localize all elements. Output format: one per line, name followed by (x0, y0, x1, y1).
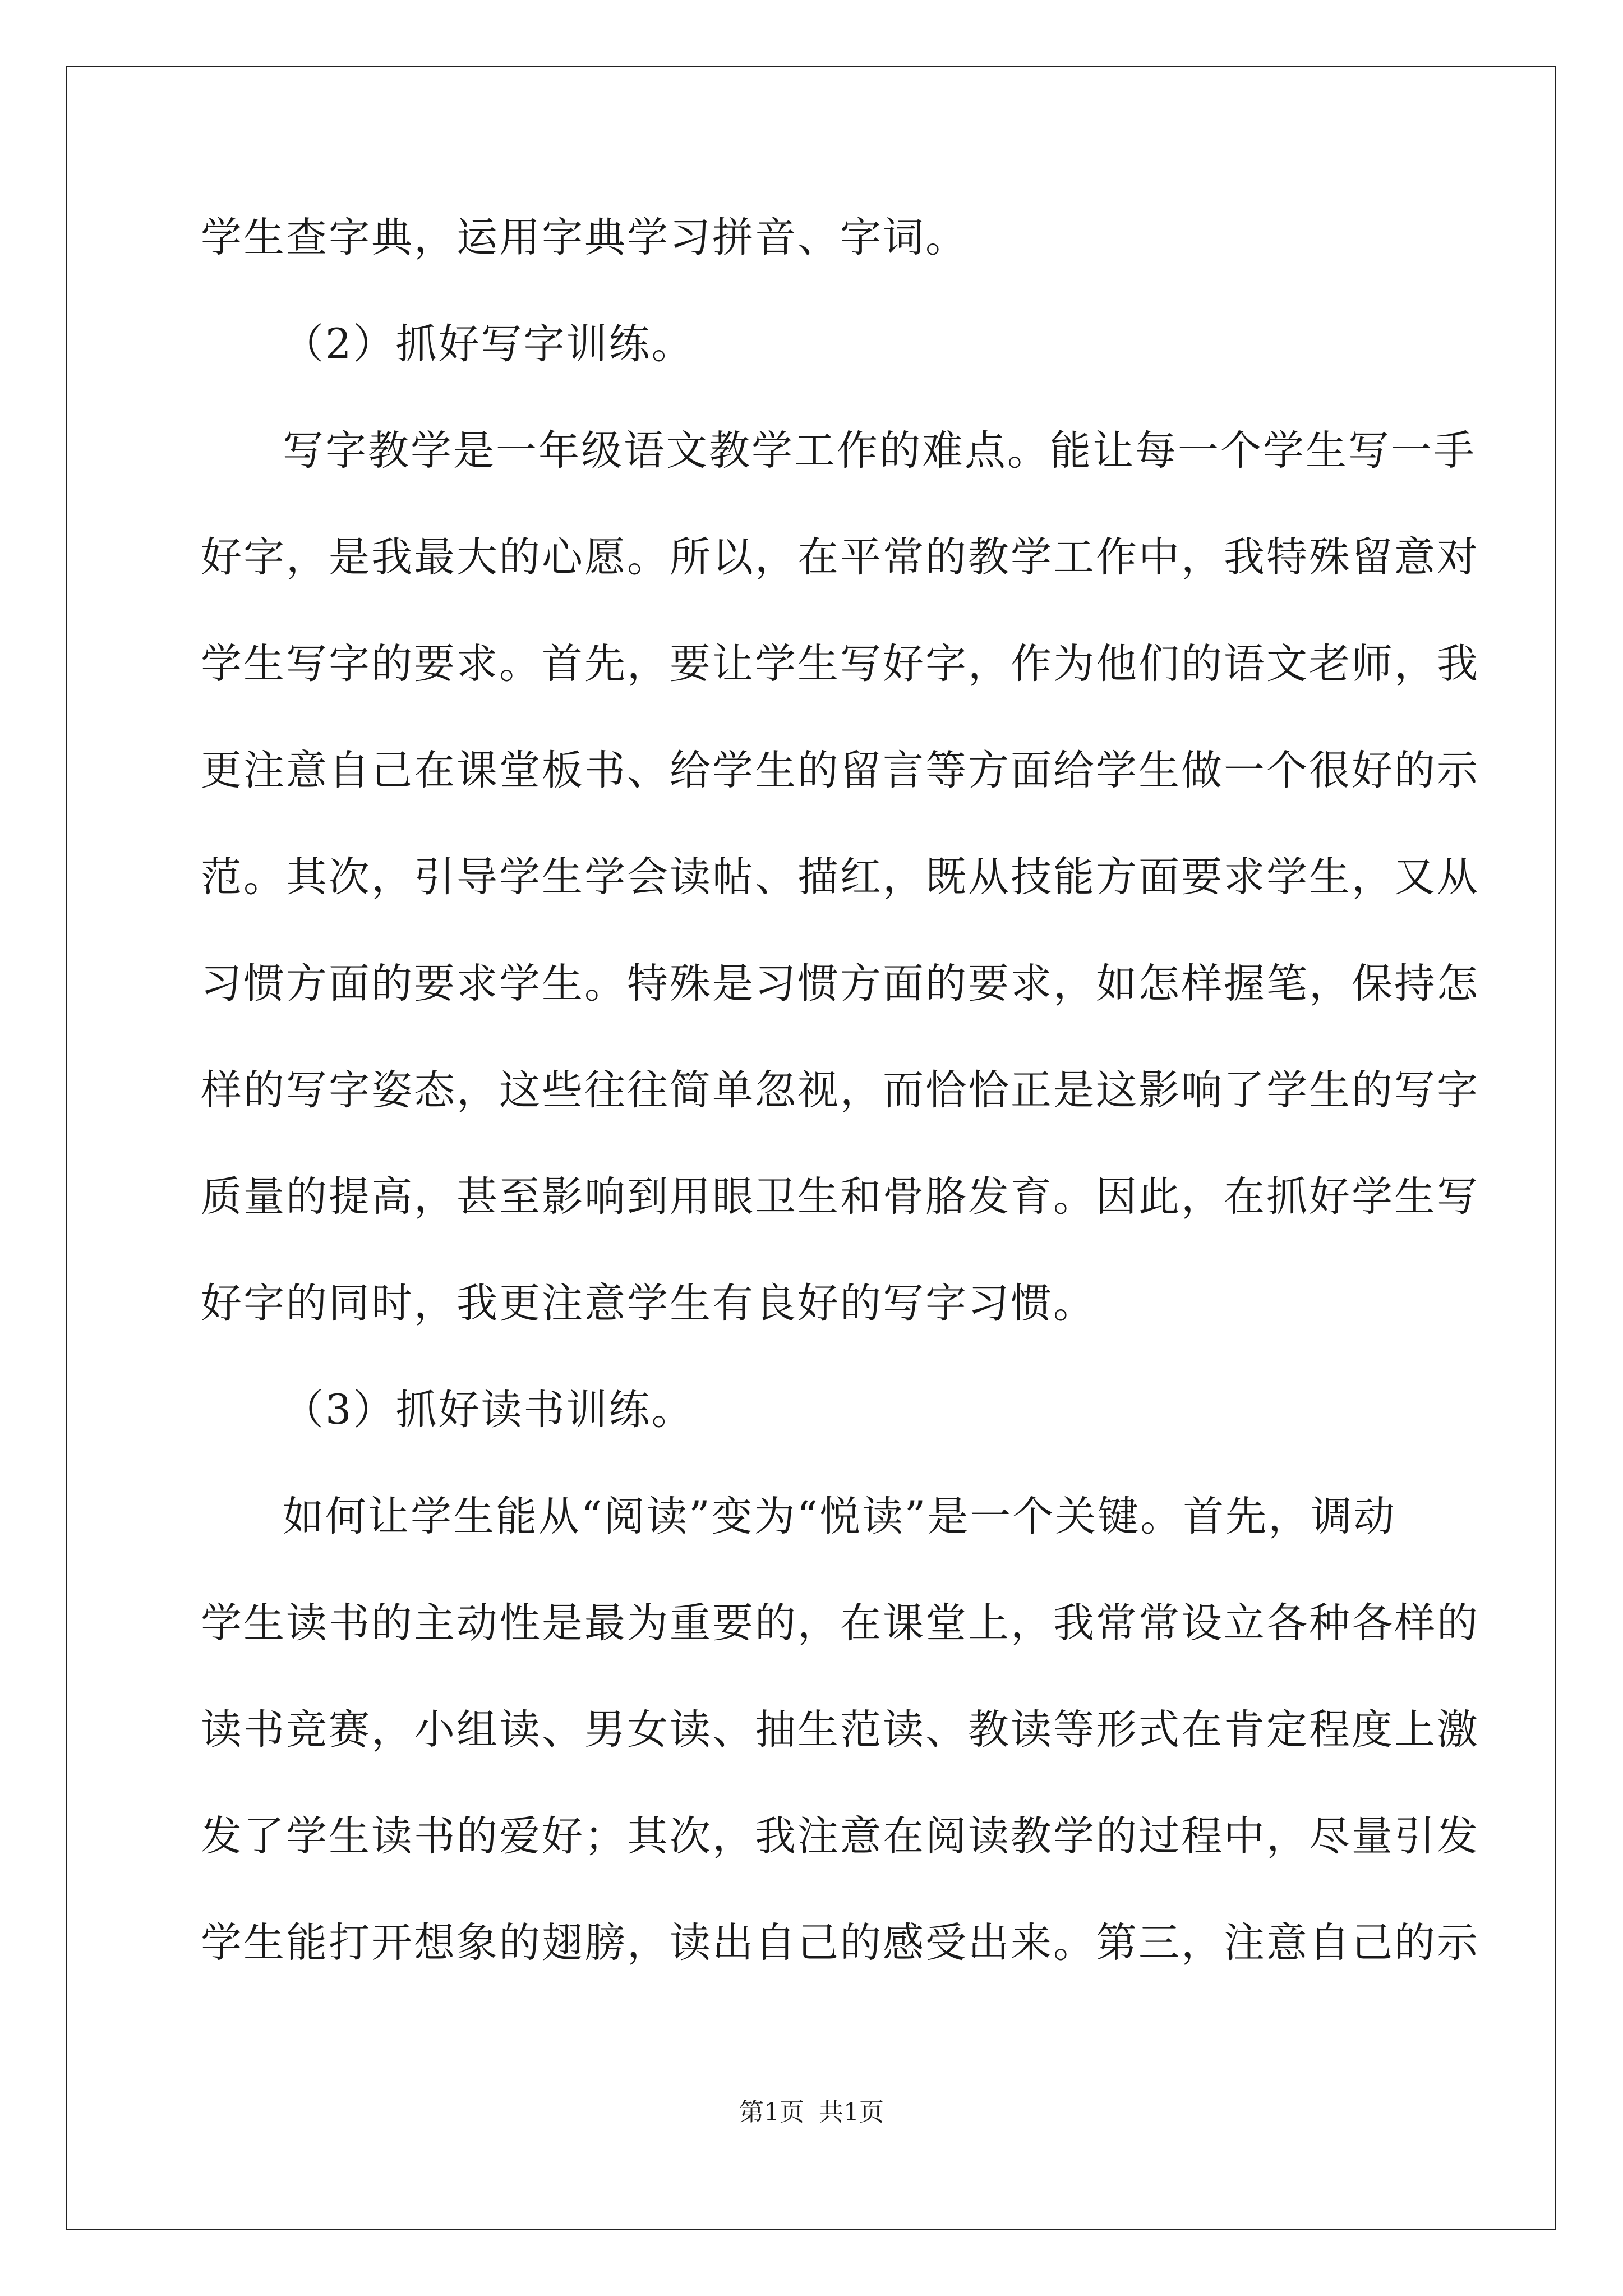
text-line-9: 样的写字姿态，这些往往简单忽视，而恰恰正是这影响了学生的写字 (201, 1066, 1479, 1114)
page-number: 第1页 (739, 2098, 804, 2127)
text-line-13: 如何让学生能从“阅读”变为“悦读”是一个关键。首先，调动 (283, 1493, 1396, 1540)
text-line-8: 习惯方面的要求学生。特殊是习惯方面的要求，如怎样握笔，保持怎 (201, 960, 1479, 1007)
text-line-4: 好字，是我最大的心愿。所以，在平常的教学工作中，我特殊留意对 (201, 533, 1479, 581)
page-footer (0, 2096, 1623, 2129)
page-frame (66, 66, 1556, 2230)
text-line-5: 学生写字的要求。首先，要让学生写好字，作为他们的语文老师，我 (201, 640, 1479, 688)
section-heading-3: （3）抓好读书训练。 (283, 1386, 694, 1434)
text-line-15: 读书竞赛，小组读、男女读、抽生范读、教读等形式在肯定程度上激 (201, 1706, 1479, 1754)
text-line-17: 学生能打开想象的翅膀，读出自己的感受出来。第三，注意自己的示 (201, 1919, 1479, 1967)
text-line-14: 学生读书的主动性是最为重要的，在课堂上，我常常设立各种各样的 (201, 1599, 1479, 1647)
text-line-7: 范。其次，引导学生学会读帖、描红，既从技能方面要求学生，又从 (201, 853, 1479, 901)
text-line-16: 发了学生读书的爱好；其次，我注意在阅读教学的过程中，尽量引发 (201, 1812, 1479, 1860)
text-line-1: 学生查字典，运用字典学习拼音、字词。 (201, 214, 968, 261)
section-heading-2: （2）抓好写字训练。 (283, 320, 694, 368)
text-line-11: 好字的同时，我更注意学生有良好的写字习惯。 (201, 1280, 1096, 1327)
text-line-3: 写字教学是一年级语文教学工作的难点。能让每一个学生写一手 (283, 427, 1476, 475)
page-total: 共1页 (819, 2098, 884, 2127)
text-line-10: 质量的提高，甚至影响到用眼卫生和骨胳发育。因此，在抓好学生写 (201, 1173, 1479, 1221)
text-line-6: 更注意自己在课堂板书、给学生的留言等方面给学生做一个很好的示 (201, 747, 1479, 794)
